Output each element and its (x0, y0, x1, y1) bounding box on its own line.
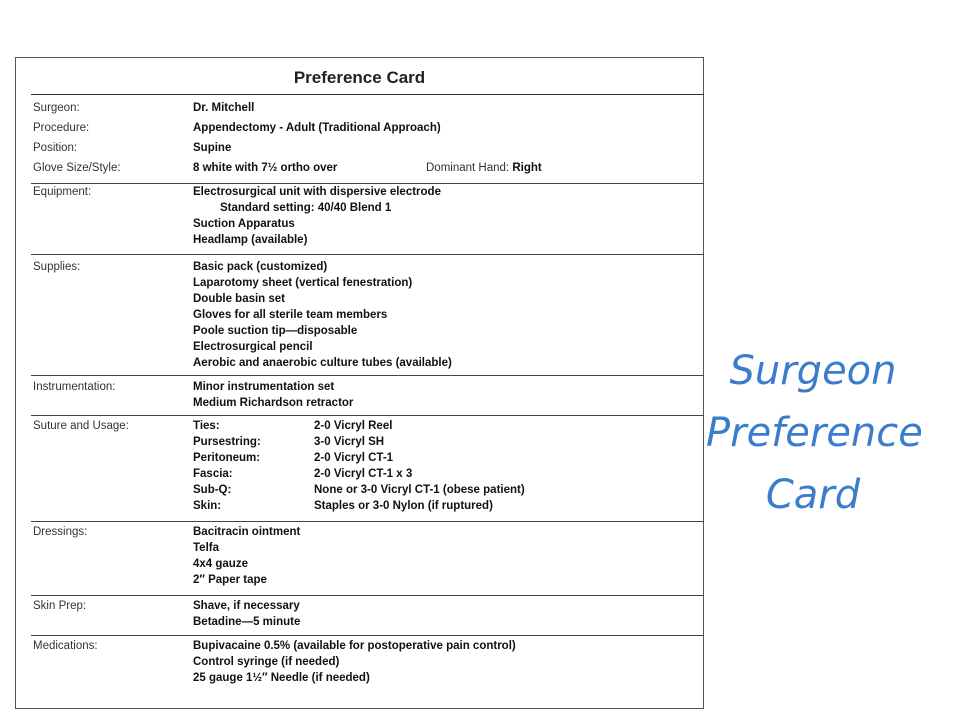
medications-item: Bupivacaine 0.5% (available for postoperative pain control) (193, 640, 516, 652)
dressings-label: Dressings: (33, 526, 88, 538)
surgeon-value: Dr. Mitchell (193, 102, 255, 114)
suture-type: None or 3-0 Vicryl CT-1 (obese patient) (314, 484, 525, 496)
supplies-label: Supplies: (33, 261, 81, 273)
side-title-line: Surgeon (729, 348, 897, 394)
dressings-item: 4x4 gauze (193, 558, 248, 570)
supplies-item: Electrosurgical pencil (193, 341, 313, 353)
suture-use: Ties: (193, 420, 220, 432)
suture-use: Fascia: (193, 468, 233, 480)
side-title (706, 340, 923, 526)
instrumentation-label: Instrumentation: (33, 381, 116, 393)
surgeon-label: Surgeon: (33, 102, 80, 114)
suture-type: 2-0 Vicryl CT-1 (314, 452, 394, 464)
dominant-hand-value: Right (512, 162, 542, 174)
side-title-line: Card (765, 472, 861, 518)
suture-use: Peritoneum: (193, 452, 261, 464)
skin-prep-item: Shave, if necessary (193, 600, 300, 612)
side-title-line: Preference (706, 410, 923, 456)
skin-prep-item: Betadine—5 minute (193, 616, 301, 628)
suture-type: 2-0 Vicryl CT-1 x 3 (314, 468, 413, 480)
glove-label: Glove Size/Style: (33, 162, 121, 174)
instrumentation-section (31, 376, 704, 416)
header-section (31, 95, 704, 184)
supplies-section (31, 255, 704, 376)
medications-item: 25 gauge 1½″ Needle (if needed) (193, 672, 370, 684)
equipment-item: Electrosurgical unit with dispersive electrode (193, 186, 441, 198)
skin-prep-section (31, 596, 704, 636)
instrumentation-item: Minor instrumentation set (193, 381, 335, 393)
supplies-item: Basic pack (customized) (193, 261, 328, 273)
supplies-item: Gloves for all sterile team members (193, 309, 388, 321)
equipment-item: Suction Apparatus (193, 218, 295, 230)
dressings-section (31, 522, 704, 596)
card-title: Preference Card (293, 68, 426, 87)
equipment-section (31, 184, 704, 255)
suture-label: Suture and Usage: (33, 420, 129, 432)
supplies-item: Laparotomy sheet (vertical fenestration) (193, 277, 413, 289)
suture-use: Skin: (193, 500, 222, 512)
position-value: Supine (193, 142, 232, 154)
suture-use: Pursestring: (193, 436, 261, 448)
suture-section (31, 416, 704, 522)
medications-item: Control syringe (if needed) (193, 656, 340, 668)
equipment-item: Standard setting: 40/40 Blend 1 (220, 202, 392, 214)
equipment-label: Equipment: (33, 186, 92, 198)
dressings-item: 2″ Paper tape (193, 574, 267, 586)
glove-value: 8 white with 7½ ortho over (193, 162, 338, 174)
dressings-item: Bacitracin ointment (193, 526, 301, 538)
instrumentation-item: Medium Richardson retractor (193, 397, 354, 409)
medications-label: Medications: (33, 640, 98, 652)
preference-card (15, 57, 704, 709)
dominant-hand (426, 162, 542, 174)
suture-type: 2-0 Vicryl Reel (314, 420, 393, 432)
medications-section (31, 636, 704, 696)
supplies-item: Poole suction tip—disposable (193, 325, 358, 337)
procedure-label: Procedure: (33, 122, 90, 134)
position-label: Position: (33, 142, 78, 154)
supplies-item: Aerobic and anaerobic culture tubes (available) (193, 357, 452, 369)
skin-prep-label: Skin Prep: (33, 600, 87, 612)
dominant-hand-label: Dominant Hand: (426, 162, 510, 174)
suture-use: Sub-Q: (193, 484, 232, 496)
equipment-item: Headlamp (available) (193, 234, 308, 246)
suture-type: 3-0 Vicryl SH (314, 436, 385, 448)
suture-type: Staples or 3-0 Nylon (if ruptured) (314, 500, 493, 512)
procedure-value: Appendectomy - Adult (Traditional Approach) (193, 122, 441, 134)
dressings-item: Telfa (193, 542, 219, 554)
supplies-item: Double basin set (193, 293, 286, 305)
